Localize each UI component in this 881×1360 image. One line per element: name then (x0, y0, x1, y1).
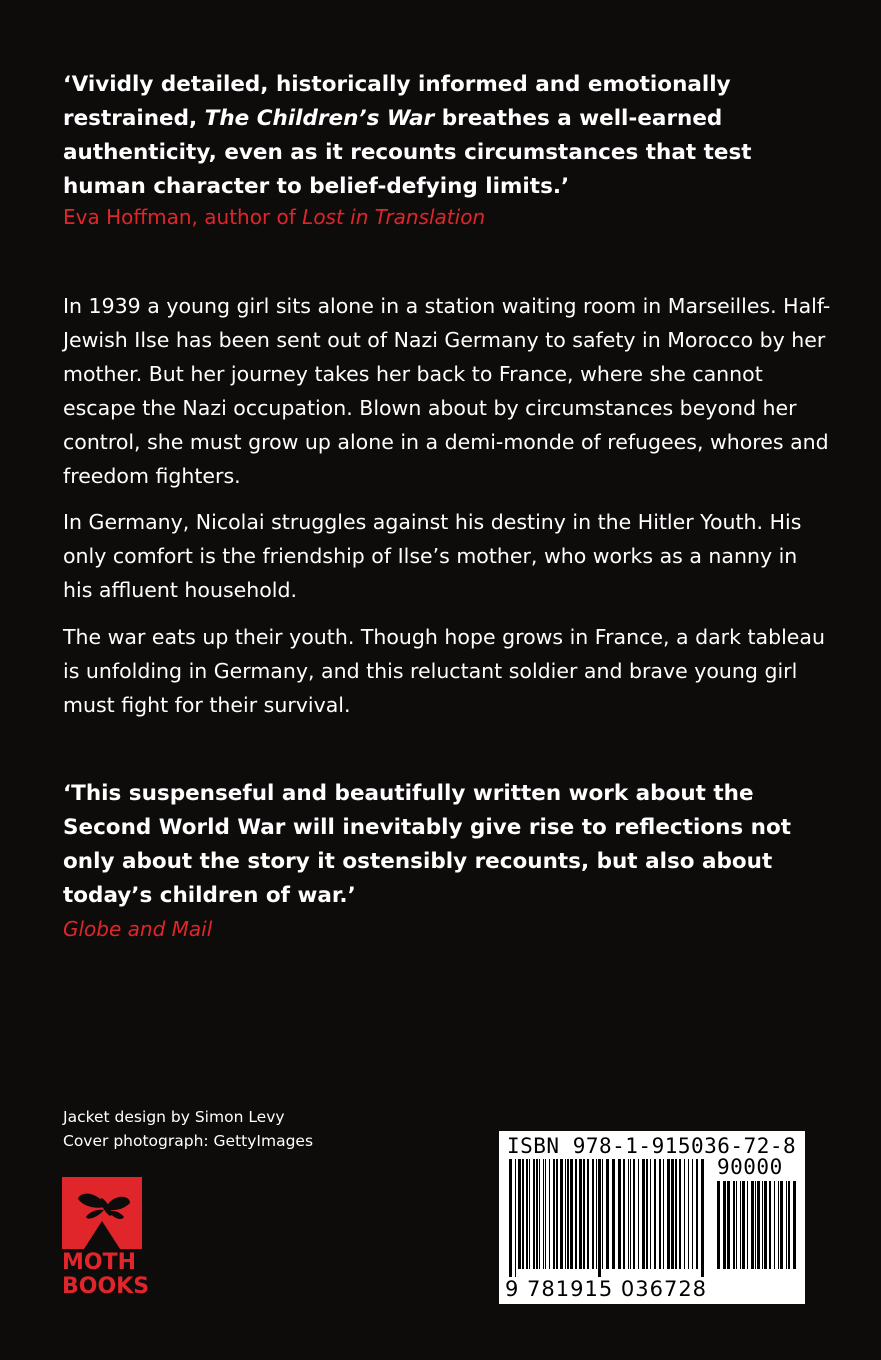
quote-text-end: breathes a well-earned authenticity, even as it recounts circumstances that test human character to belief-defying limits.’ (63, 106, 752, 199)
barcode-bar (786, 1181, 787, 1269)
cover-credits (63, 1105, 313, 1153)
barcode-bar (529, 1159, 530, 1269)
barcode-bar (618, 1159, 621, 1269)
blurb-paragraph: In Germany, Nicolai struggles against his destiny in the Hitler Youth. His only comfort is the friendship of Ilse’s mother, who works as a nanny in his affluent household. (63, 510, 802, 602)
book-title: The Children’s War (204, 106, 435, 131)
barcode-bar (515, 1159, 516, 1277)
blurb-paragraph: In 1939 a young girl sits alone in a station waiting room in Marseilles. Half-Jewish Ilse has been sent out of Nazi Germany to safety in Morocco by her mother. But her journey takes her back to France, where she cannot escape the Nazi occupation. Blown about by circumstances beyond her control, she must grow up alone in a demi-monde of refugees, whores and freedom fighters. (63, 294, 831, 488)
barcode-bar (650, 1159, 651, 1269)
barcode-bar (736, 1181, 737, 1269)
jacket-credit: Jacket design by Simon Levy (63, 1108, 285, 1126)
barcode-bar (769, 1181, 771, 1269)
review-quote-hoffman (63, 68, 833, 204)
barcode-bar (762, 1181, 763, 1269)
barcode-bar (606, 1159, 609, 1269)
barcode-bar (533, 1159, 535, 1269)
attribution-author: Eva Hoffman, author of (63, 205, 303, 229)
barcode-bar (575, 1159, 577, 1269)
barcode-bar (549, 1159, 550, 1269)
moth-logo-icon (62, 1177, 142, 1249)
barcode-bar (509, 1159, 512, 1277)
barcode-bar (774, 1181, 775, 1269)
barcode-bar (692, 1159, 693, 1269)
barcode-bar (780, 1181, 783, 1269)
barcode-bar (633, 1159, 635, 1269)
barcode-bar (747, 1181, 748, 1269)
barcode-bar (675, 1159, 677, 1269)
barcode-bar (543, 1159, 544, 1269)
barcode-bar (553, 1159, 555, 1269)
barcode-bar (671, 1159, 674, 1269)
barcode-bar (764, 1181, 767, 1269)
barcode-bar (630, 1159, 631, 1269)
isbn-barcode (499, 1131, 805, 1304)
barcode-bar (667, 1159, 670, 1269)
barcode-bar (663, 1159, 664, 1269)
isbn-label: ISBN 978-1-915036-72-8 (507, 1134, 797, 1158)
barcode-bar (536, 1159, 538, 1269)
review-quote-globe: ‘This suspenseful and beautifully written work about the Second World War will inevitably give rise to reflections not only about the story it ostensibly recounts, but also about today’s children of war.’ (63, 781, 792, 908)
barcode-bars (507, 1159, 707, 1277)
barcode-bar (793, 1181, 796, 1269)
barcode-bar (778, 1181, 779, 1269)
barcode-bar (701, 1159, 704, 1277)
barcode-bar (638, 1159, 639, 1269)
barcode-bar (788, 1181, 790, 1269)
quote-text-start: ‘Vividly detailed, historically informed and emotionally restrained, (63, 72, 731, 131)
barcode-digits: 9 781915 036728 (505, 1277, 708, 1301)
logo-text-moth: MOTH (62, 1250, 137, 1275)
barcode-bar (696, 1159, 698, 1269)
barcode-bar (628, 1159, 629, 1269)
barcode-bar (717, 1181, 720, 1269)
attribution-book: Lost in Translation (302, 205, 486, 229)
barcode-bar (755, 1181, 756, 1269)
barcode-bar (526, 1159, 528, 1269)
barcode-bar (583, 1159, 585, 1269)
barcode-bar (565, 1159, 566, 1269)
publisher-logo (62, 1177, 150, 1299)
barcode-bar (684, 1159, 685, 1269)
barcode-bar (522, 1159, 524, 1269)
price-code: 90000 (717, 1155, 783, 1179)
barcode-bar (646, 1159, 648, 1269)
barcode-bar (654, 1159, 656, 1269)
barcode-bar (751, 1181, 754, 1269)
addon-barcode-bars (715, 1181, 797, 1277)
barcode-bar (659, 1159, 661, 1269)
barcode-bar (623, 1159, 625, 1269)
barcode-bar (688, 1159, 689, 1269)
barcode-bar (545, 1159, 546, 1269)
quote-attribution-globe: Globe and Mail (63, 917, 213, 941)
barcode-bar (592, 1159, 594, 1269)
barcode-bar (723, 1181, 726, 1269)
barcode-bar (596, 1159, 597, 1269)
barcode-bar (579, 1159, 582, 1269)
barcode-bar (598, 1159, 601, 1277)
barcode-bar (518, 1159, 521, 1269)
barcode-bar (560, 1159, 563, 1269)
barcode-bar (742, 1181, 745, 1269)
barcode-bar (757, 1181, 760, 1269)
barcode-bar (612, 1159, 615, 1269)
photo-credit: Cover photograph: GettyImages (63, 1132, 314, 1150)
barcode-bar (570, 1159, 573, 1269)
barcode-bar (556, 1159, 558, 1269)
barcode-bar (602, 1159, 603, 1269)
barcode-bar (587, 1159, 589, 1269)
barcode-bar (740, 1181, 741, 1269)
barcode-bar (642, 1159, 645, 1269)
barcode-bar (679, 1159, 681, 1269)
logo-text-books: BOOKS (62, 1274, 150, 1299)
barcode-bar (727, 1181, 730, 1269)
blurb-paragraph: The war eats up their youth. Though hope grows in France, a dark tableau is unfolding in Germany, and this reluctant soldier and brave young girl must fight for their survival. (63, 625, 825, 717)
barcode-bar (539, 1159, 540, 1269)
barcode-bar (567, 1159, 569, 1269)
quote-attribution-hoffman (63, 200, 485, 234)
barcode-bar (733, 1181, 735, 1269)
